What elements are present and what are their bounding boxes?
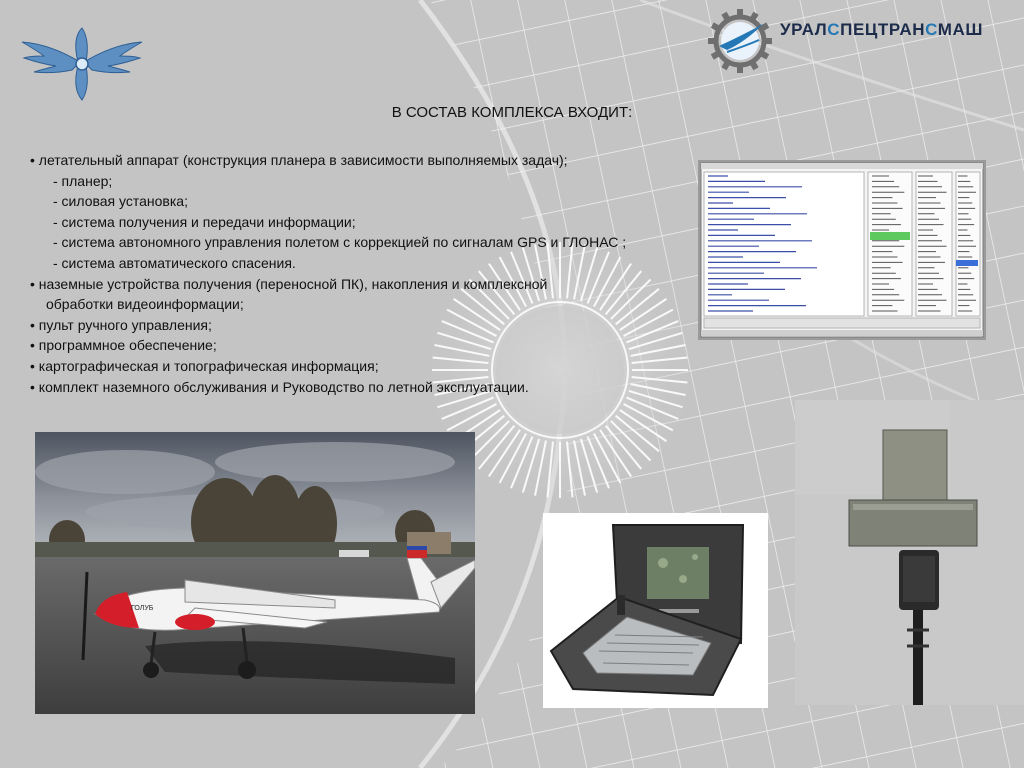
list-subitem: - система автономного управления полетом с коррекцией по сигналам GPS и ГЛОНАС ;: [53, 234, 627, 251]
list-subitem: - силовая установка;: [53, 193, 188, 210]
component-list: [30, 150, 710, 397]
aircraft-marking: ГОЛУБ: [131, 605, 154, 612]
list-item: • комплект наземного обслуживания и Руководство по летной эксплуатации.: [30, 378, 529, 395]
list-subitem: - система получения и передачи информации;: [53, 213, 356, 230]
software-screenshot: [698, 160, 986, 340]
list-item: • пульт ручного управления;: [30, 316, 212, 333]
list-item-continuation: обработки видеоинформации;: [46, 296, 244, 313]
list-subitem: - планер;: [53, 172, 113, 189]
antenna-photo: [795, 400, 1024, 705]
list-item: • летательный аппарат (конструкция планера в зависимости выполняемых задач);: [30, 152, 568, 168]
list-subitem: - система автоматического спасения.: [53, 254, 296, 271]
propeller-wings-icon: [20, 26, 144, 102]
ground-station-photo: [543, 513, 768, 708]
list-item: • программное обеспечение;: [30, 337, 217, 354]
brand-name: УРАЛСПЕЦТРАНСМАШ: [780, 20, 984, 39]
list-item: • картографическая и топографическая информация;: [30, 357, 379, 374]
list-item: • наземные устройства получения (переносной ПК), накопления и комплексной: [30, 275, 548, 292]
gear-wing-icon: [705, 6, 775, 76]
aircraft-photo: [35, 432, 475, 714]
slide-title: В СОСТАВ КОМПЛЕКСА ВХОДИТ:: [391, 104, 633, 121]
